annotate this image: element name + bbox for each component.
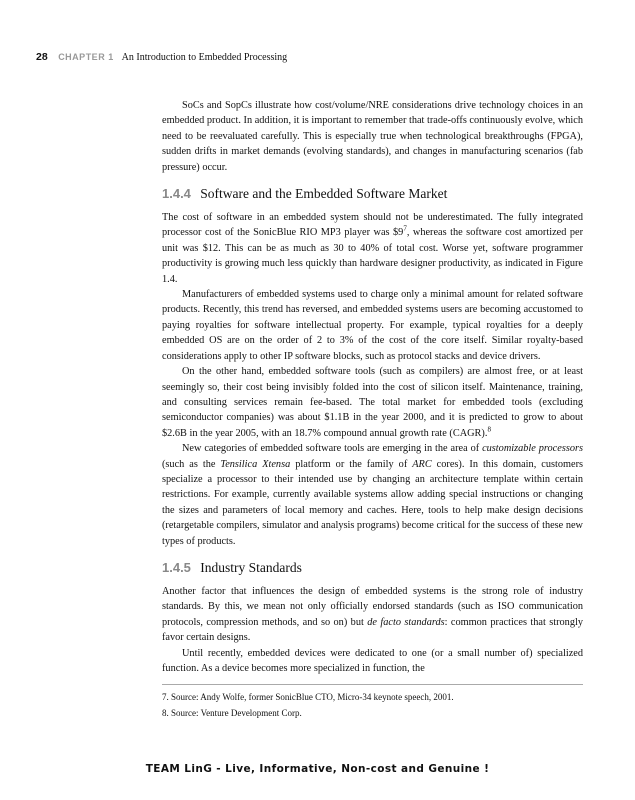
footnotes bbox=[162, 689, 583, 721]
paragraph-text: The cost of software in an embedded system should not be underestimated. The fully integrated processor cost of the SonicBlue RIO MP3 player was $9 bbox=[162, 212, 583, 239]
paragraph-text: Another factor that influences the design of embedded systems is the strong role of industry standards. By this, we mean not only officially endorsed standards (such as ISO communication protocols, compression methods, and so on) but bbox=[162, 585, 583, 628]
footer-banner: TEAM LinG - Live, Informative, Non-cost and Genuine ! bbox=[145, 763, 490, 775]
chapter-label: CHAPTER 1 bbox=[58, 52, 114, 62]
section-title: Software and the Embedded Software Market bbox=[200, 186, 448, 202]
footnote: 8. Source: Venture Development Corp. bbox=[162, 708, 302, 718]
footnote-ref: 7 bbox=[403, 225, 407, 234]
emphasis: customizable processors bbox=[482, 443, 583, 455]
paragraph-text: cores). In this domain, customers specialize a processor to their intended use by changing an architecture template within certain restrictions. For example, currently available systems allow adding special instructions or changing the sizes and parameters of local memory and caches. Here, tools to help make design decisions (retargetable compilers, simulator and analysis programs) become critical for the success of these new types of products. bbox=[162, 458, 584, 547]
paragraph: Until recently, embedded devices were dedicated to one (or a small number of) specialized function. As a device becomes more specialized in function, the bbox=[162, 647, 583, 674]
footnote-ref: 8 bbox=[487, 425, 491, 434]
paragraph: Manufacturers of embedded systems used to charge only a minimal amount for related software products. Recently, this trend has reversed, and embedded systems users are becoming accustomed to paying royalties for software intellectual property. For example, typical royalties for a deeply embedded OS are on the order of 2 to 3% of the cost of the core itself. Similar royalty-based considerations apply to other IP software blocks, such as protocol stacks and device drivers. bbox=[162, 289, 583, 362]
section-title: Industry Standards bbox=[200, 559, 302, 575]
paragraph bbox=[162, 210, 583, 287]
section-number: 1.4.5 bbox=[162, 559, 191, 575]
paragraph-text: New categories of embedded software tools are emerging in the area of bbox=[182, 443, 483, 455]
paragraph-text: : common practices that strongly favor certain designs. bbox=[162, 616, 583, 644]
section-heading-standards bbox=[162, 559, 583, 577]
page-number: 28 bbox=[36, 51, 48, 63]
section-number: 1.4.4 bbox=[162, 186, 191, 202]
chapter-title: An Introduction to Embedded Processing bbox=[121, 52, 288, 63]
footnote-divider bbox=[162, 684, 583, 685]
intro-paragraph: SoCs and SopCs illustrate how cost/volume/NRE considerations drive technology choices in an embedded product. In addition, it is important to remember that trade-offs continuously evolve, which need to be reevaluated carefully. This is especially true when technological breakthroughs (FPGA), sudden drifts in market demands (evolving standards), and changes in manufacturing scenarios (fab pressure) occur. bbox=[162, 100, 583, 173]
paragraph bbox=[162, 441, 583, 549]
paragraph bbox=[162, 584, 583, 646]
paragraph-text: platform or the family of bbox=[290, 458, 413, 470]
footnote: 7. Source: Andy Wolfe, former SonicBlue CTO, Micro-34 keynote speech, 2001. bbox=[162, 692, 454, 702]
emphasis: Tensilica Xtensa bbox=[220, 458, 291, 470]
page-body bbox=[162, 98, 583, 676]
section-heading-software bbox=[162, 185, 583, 203]
emphasis: de facto standards bbox=[367, 616, 445, 628]
emphasis: ARC bbox=[412, 458, 432, 470]
paragraph-text: , whereas the software cost amortized per unit was $12. This can be as much as 30 to 40% of total cost. Worse yet, software programmer productivity is growing much less quickly than hardware designer productivity, as indicated in Figure 1.4. bbox=[162, 227, 584, 285]
paragraph-text: On the other hand, embedded software tools (such as compilers) are almost free, or at least seemingly so, their cost being invisibly folded into the cost of silicon itself. Maintenance, training, and consulting services remain fee-based. The total market for embedded tools (excluding semiconductor companies) was about $1.1B in the year 2000, and it is predicted to grow to about $2.6B in the year 2005, with an 18.7% compound annual growth rate (CAGR). bbox=[162, 366, 583, 439]
paragraph bbox=[162, 364, 583, 441]
running-head bbox=[36, 51, 287, 63]
paragraph-text: (such as the bbox=[162, 458, 221, 470]
